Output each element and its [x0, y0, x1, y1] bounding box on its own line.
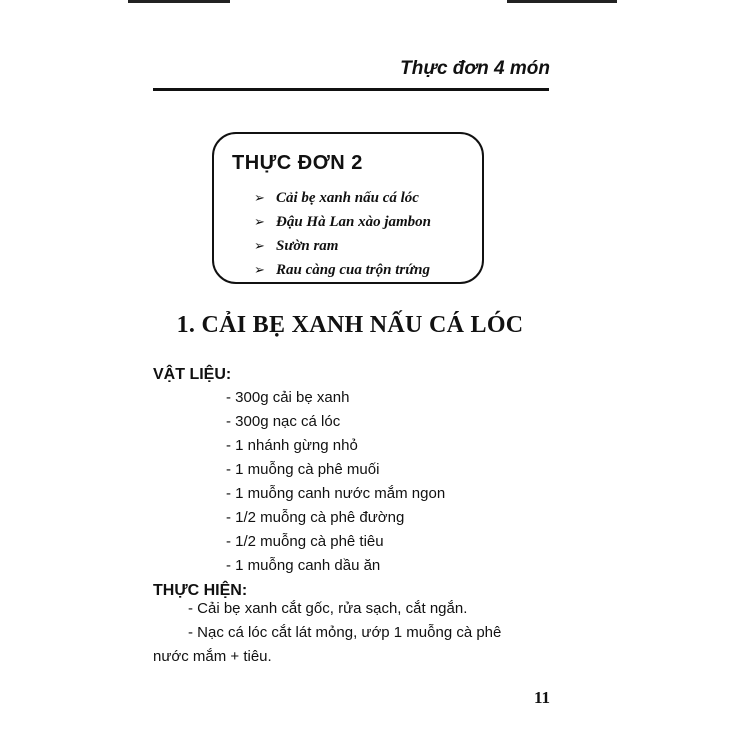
menu-item-label: Cải bẹ xanh nấu cá lóc [276, 189, 419, 206]
ingredient-list [226, 386, 445, 578]
method-label: THỰC HIỆN: [153, 582, 248, 599]
ingredient-item: - 300g cải bẹ xanh [226, 389, 350, 406]
arrow-bullet-icon: ➢ [254, 214, 265, 229]
menu-item-label: Sườn ram [276, 237, 339, 254]
menu-list [254, 186, 431, 282]
top-edge-rule-left [128, 0, 230, 3]
method-step: - Cải bẹ xanh cắt gốc, rửa sạch, cắt ngắn. [188, 600, 468, 617]
menu-item [254, 210, 431, 234]
ingredient-item: - 1 muỗng canh dầu ăn [226, 557, 381, 574]
menu-item-label: Đậu Hà Lan xào jambon [276, 213, 432, 230]
menu-box [212, 132, 484, 284]
header-rule [153, 88, 549, 91]
ingredient-item: - 1/2 muỗng cà phê đường [226, 509, 405, 526]
top-edge-rule-right [507, 0, 617, 3]
arrow-bullet-icon: ➢ [254, 238, 265, 253]
materials-label: VẬT LIỆU: [153, 366, 232, 383]
menu-item-label: Rau càng cua trộn trứng [276, 261, 431, 278]
menu-title: THỰC ĐƠN 2 [232, 152, 363, 174]
ingredient-item: - 1 muỗng cà phê muối [226, 461, 380, 478]
menu-item [254, 234, 431, 258]
section-title: 1. CẢI BẸ XANH NẤU CÁ LÓC [176, 312, 524, 338]
running-header: Thực đơn 4 món [400, 58, 550, 79]
ingredient-item: - 1/2 muỗng cà phê tiêu [226, 533, 384, 550]
method-step: - Nạc cá lóc cắt lát mỏng, ướp 1 muỗng cà phê [188, 624, 502, 641]
menu-item [254, 186, 431, 210]
ingredient-item: - 1 muỗng canh nước mắm ngon [226, 485, 446, 502]
method-step-continuation: nước mắm + tiêu. [153, 648, 272, 665]
ingredient-item: - 1 nhánh gừng nhỏ [226, 437, 358, 454]
ingredient-item: - 300g nạc cá lóc [226, 413, 341, 430]
arrow-bullet-icon: ➢ [254, 262, 265, 277]
page-number: 11 [533, 688, 550, 707]
menu-item [254, 258, 431, 282]
arrow-bullet-icon: ➢ [254, 190, 265, 205]
